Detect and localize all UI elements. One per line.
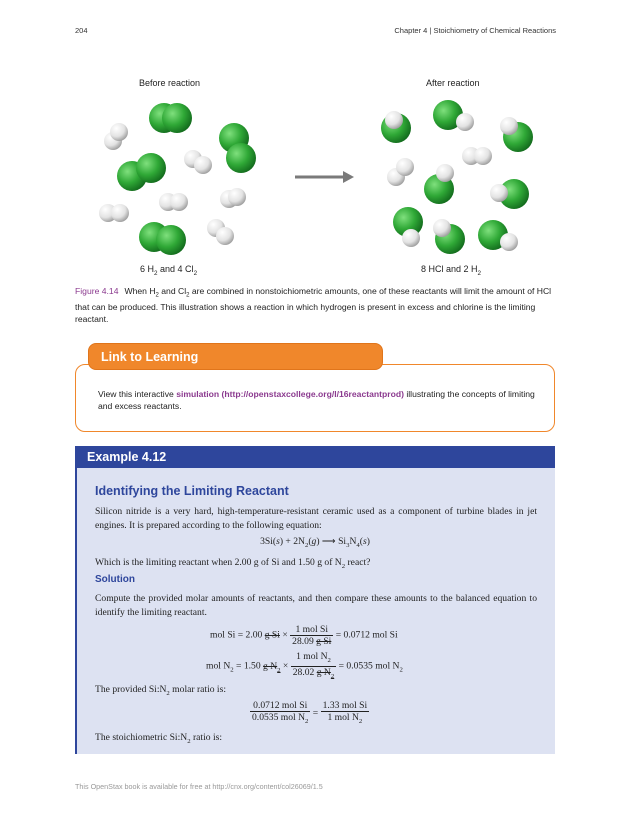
h2-molecule [184, 150, 212, 174]
reaction-illustration [75, 90, 555, 265]
solution-heading: Solution [95, 574, 135, 585]
before-count-caption: 6 $H_2$ and 4 $Cl_2$ [140, 264, 198, 277]
page-number: 204 [75, 26, 88, 35]
h2-molecule [207, 219, 234, 245]
h2-molecule [104, 123, 128, 150]
link-to-learning-text: View this interactive simulation (http://openstaxcollege.org/l/16reactantprod) illustrating the concepts of limiting and excess reactants. [98, 389, 535, 411]
hcl-molecule [478, 220, 518, 251]
simulation-link[interactable]: simulation (http://openstaxcollege.org/l/16reactantprod) [176, 389, 404, 399]
provided-ratio-equation: $\frac{\text{0.0712 mol Si}}{0.0535 mol N_2}$ = $\frac{\text{1.33 mol Si}}{1 mol N_2}$ [252, 700, 368, 725]
cl2-molecule [117, 153, 166, 191]
link-to-learning-title: Link to Learning [88, 343, 383, 370]
h2-molecule [99, 204, 129, 222]
example-title: Identifying the Limiting Reactant [95, 484, 289, 498]
hcl-molecule [433, 219, 465, 254]
example-question: Which is the limiting reactant when 2.00 g of Si and 1.50 g of $N_2$ react? [95, 557, 371, 570]
page-footer: This OpenStax book is available for free at http://cnx.org/content/col26069/1.5 [75, 782, 323, 791]
before-reaction-label: Before reaction [139, 78, 201, 88]
figure-number: Figure 4.14 [75, 286, 119, 296]
hcl-molecule [381, 111, 411, 143]
h2-molecule [462, 147, 492, 165]
ratio-intro: The provided $Si:N_2$ molar ratio is: [95, 684, 226, 697]
solution-text: Compute the provided molar amounts of reactants, and then compare these amounts to the balanced equation to identify the limiting reactant. [95, 593, 537, 618]
after-count-caption: 8 HCl and 2 $H_2$ [421, 264, 482, 277]
moles-n2-equation: mol $N_2 = 1.50$ g $N_2$ × $\frac{1 mol N_2}{28.02 g N_2}$ = 0.0535 mol $N_2$ [206, 651, 403, 680]
hcl-molecule [500, 117, 533, 152]
h2-molecule [159, 193, 188, 211]
moles-si-equation: mol Si = 2.00 g Si × $\frac{\text{1 mol Si}}{\text{28.09 g Si}}$ = 0.0712 mol Si [210, 624, 398, 647]
stoichiometric-ratio-intro: The stoichiometric $Si:N_2$ ratio is: [95, 732, 223, 745]
cl2-molecule [149, 103, 192, 133]
h2-molecule [220, 188, 246, 208]
hcl-molecule [490, 179, 529, 209]
cl2-molecule [139, 222, 186, 255]
cl2-molecule [219, 123, 256, 173]
example-intro: Silicon nitride is a very hard, high-temperature-resistant ceramic used as a component of turbine blades in jet engines. It is prepared according to the following equation: [95, 506, 537, 531]
hcl-molecule [424, 164, 454, 204]
figure-caption: Figure 4.14 When $H_2$ and $Cl_2$ are combined in nonstoichiometric amounts, one of these reactants will limit the amount of HCl that can be produced. This illustration shows a reaction in which hydrogen is present in excess and chlorine is the limiting reactant. [75, 286, 552, 324]
hcl-molecule [433, 100, 474, 131]
hcl-molecule [393, 207, 423, 247]
after-reaction-label: After reaction [426, 78, 480, 88]
h2-molecule [387, 158, 414, 186]
reaction-equation: $3Si(s) + 2N_2(g)$ ⟶ $Si_3N_4(s)$ [260, 536, 370, 549]
example-header: Example 4.12 [75, 446, 555, 468]
chapter-title: Chapter 4 | Stoichiometry of Chemical Reactions [394, 26, 556, 35]
reaction-arrow [295, 171, 354, 183]
